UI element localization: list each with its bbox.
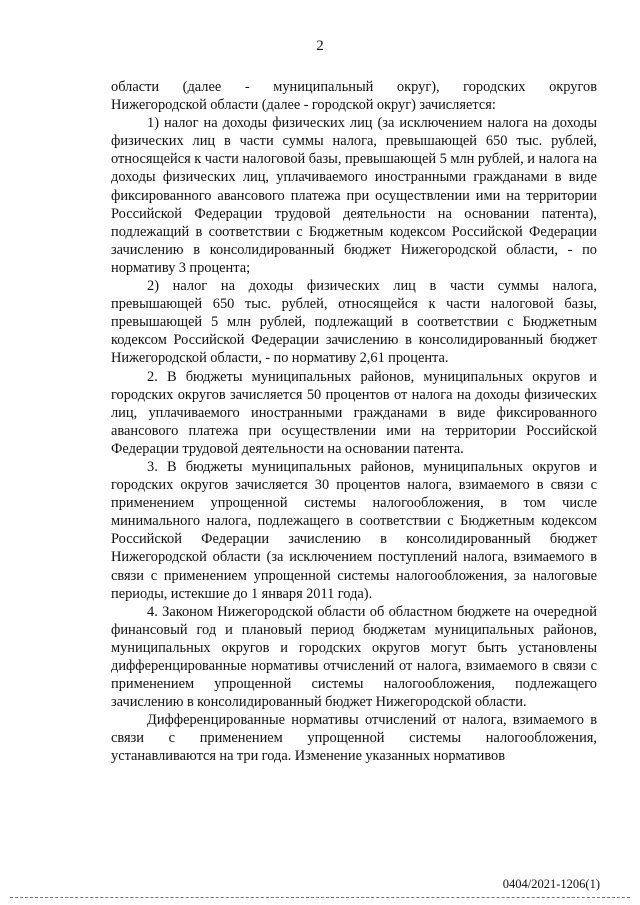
- page-bottom-rule: [10, 897, 630, 898]
- document-body: [111, 78, 597, 766]
- paragraph-item-1: 1) налог на доходы физических лиц (за исключением налога на доходы физических лиц в части суммы налога, превышающей 650 тыс. рублей, относящейся к части налоговой базы, превышающей 5 млн рублей, и налога на доходы физических лиц, уплачиваемого иностранными гражданами в виде фиксированного авансового платежа при осуществлении ими на территории Российской Федерации трудовой деятельности на основании патента), подлежащий в соответствии с Бюджетным кодексом Российской Федерации зачислению в консолидированный бюджет Нижегородской области, - по нормативу 3 процента;: [111, 115, 597, 276]
- paragraph-differentiated-norms: Дифференцированные нормативы отчислений от налога, взимаемого в связи с применением упрощенной системы налогообложения, устанавливаются на три года. Изменение указанных нормативов: [111, 712, 597, 765]
- paragraph-continuation-end: Нижегородской области (далее - городской округ) зачисляется:: [111, 97, 496, 114]
- page-number: 2: [316, 38, 324, 54]
- paragraph-section-2: 2. В бюджеты муниципальных районов, муниципальных округов и городских округов зачисляется 50 процентов от налога на доходы физических лиц, уплачиваемого иностранными гражданами в виде фиксированного авансового платежа при осуществлении ими на территории Российской Федерации трудовой деятельности на основании патента.: [111, 368, 597, 457]
- paragraph-continuation-line: области (далее - муниципальный округ), городских округов: [111, 79, 597, 95]
- paragraph-item-2: 2) налог на доходы физических лиц в части суммы налога, превышающей 650 тыс. рублей, относящейся к части налоговой базы, превышающей 5 млн рублей, подлежащий в соответствии с Бюджетным кодексом Российской Федерации зачислению в консолидированный бюджет Нижегородской области, - по нормативу 2,61 процента.: [111, 278, 597, 367]
- paragraph-section-4: 4. Законом Нижегородской области об областном бюджете на очередной финансовый год и плановый период бюджетам муниципальных районов, муниципальных округов и городских округов могут быть установлены дифференцированные нормативы отчислений от налога, взимаемого в связи с применением упрощенной системы налогообложения, подлежащего зачислению в консолидированный бюджет Нижегородской области.: [111, 603, 597, 711]
- document-code: 0404/2021-1206(1): [502, 877, 600, 891]
- paragraph-section-3: 3. В бюджеты муниципальных районов, муниципальных округов и городских округов зачисляется 30 процентов налога, взимаемого в связи с применением упрощенной системы налогообложения, в том числе минимального налога, подлежащего в соответствии с Бюджетным кодексом Российской Федерации зачислению в консолидированный бюджет Нижегородской области (за исключением поступлений налога, взимаемого в связи с применением упрощенной системы налогообложения, за налоговые периоды, истекшие до 1 января 2011 года).: [111, 458, 597, 602]
